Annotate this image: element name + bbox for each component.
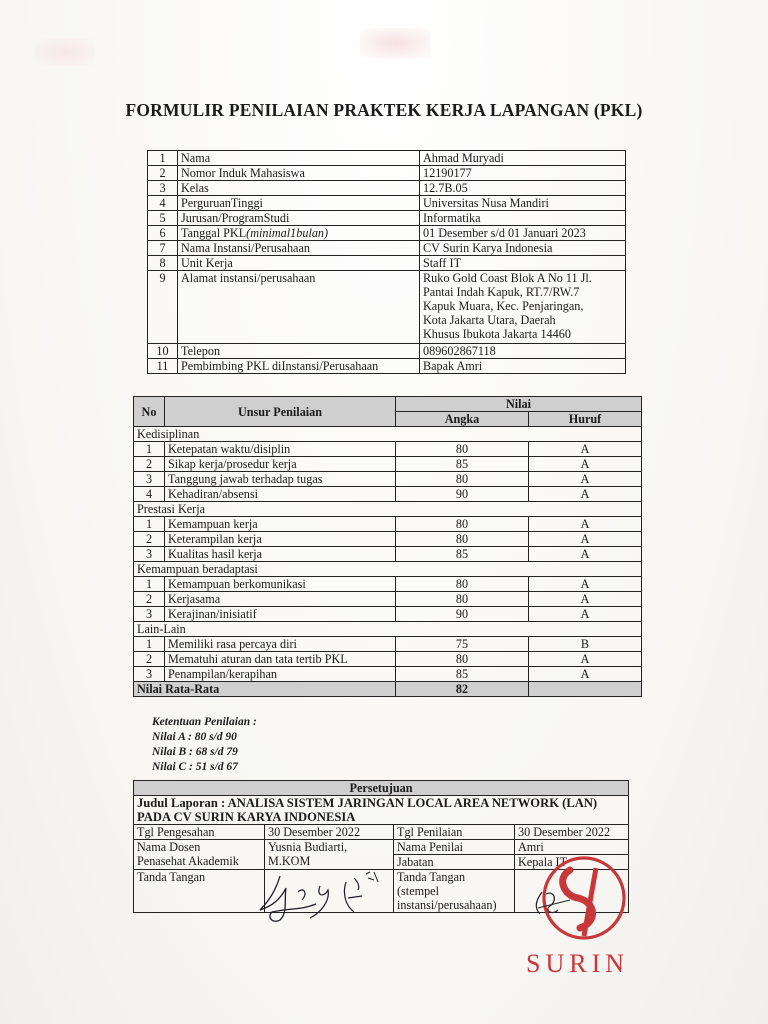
penilai-label: Nama Penilai [394, 840, 515, 855]
info-label [178, 241, 420, 256]
score-huruf: A [529, 652, 642, 667]
info-value-line: Kota Jakarta Utara, Daerah [423, 313, 556, 327]
score-huruf: A [529, 487, 642, 502]
info-row [148, 196, 626, 211]
score-huruf: A [529, 547, 642, 562]
score-label: Kerajinan/inisiatif [165, 607, 396, 622]
tgl-penilaian-label: Tgl Penilaian [394, 825, 515, 840]
average-row [134, 682, 642, 697]
student-info-table [147, 150, 626, 374]
ketentuan-title: Ketentuan Penilaian : [152, 716, 257, 728]
score-label: Memiliki rasa percaya diri [165, 637, 396, 652]
score-label: Kemampuan berkomunikasi [165, 577, 396, 592]
info-value: Bapak Amri [420, 359, 626, 374]
info-row [148, 359, 626, 374]
score-angka: 80 [396, 592, 529, 607]
score-huruf: A [529, 592, 642, 607]
info-no: 8 [148, 256, 178, 271]
info-no: 1 [148, 151, 178, 166]
info-value: 12.7B.05 [420, 181, 626, 196]
score-label: Kerjasama [165, 592, 396, 607]
paper-smudge [360, 28, 430, 58]
score-huruf: A [529, 517, 642, 532]
ketentuan-line: Nilai A : 80 s/d 90 [152, 731, 237, 743]
score-label: Penampilan/kerapihan [165, 667, 396, 682]
paper-smudge [35, 38, 95, 66]
score-row [134, 607, 642, 622]
score-label: Kualitas hasil kerja [165, 547, 396, 562]
ttd2-line: (stempel [397, 884, 439, 898]
score-label: Tanggung jawab terhadap tugas [165, 472, 396, 487]
info-value: 12190177 [420, 166, 626, 181]
info-label-text: Pembimbing PKL diInstansi/Perusahaan [181, 359, 379, 373]
score-row [134, 547, 642, 562]
info-row [148, 241, 626, 256]
score-angka: 80 [396, 652, 529, 667]
info-row [148, 166, 626, 181]
info-no: 4 [148, 196, 178, 211]
score-angka: 85 [396, 667, 529, 682]
info-row [148, 151, 626, 166]
score-no: 1 [134, 442, 165, 457]
score-row [134, 442, 642, 457]
score-no: 3 [134, 667, 165, 682]
score-row [134, 517, 642, 532]
info-label-text: PerguruanTinggi [181, 196, 263, 210]
score-no: 2 [134, 457, 165, 472]
info-row [148, 211, 626, 226]
info-value: Staff IT [420, 256, 626, 271]
info-label-text: Tanggal PKL [181, 226, 247, 240]
info-value-line: Kapuk Muara, Kec. Penjaringan, [423, 299, 584, 313]
report-title [134, 796, 629, 825]
score-angka: 85 [396, 547, 529, 562]
ttd2-line: instansi/perusahaan) [397, 898, 497, 912]
info-row [148, 344, 626, 359]
score-row [134, 457, 642, 472]
info-value: Ahmad Muryadi [420, 151, 626, 166]
info-value: Universitas Nusa Mandiri [420, 196, 626, 211]
ttd-label: Tanda Tangan [134, 870, 265, 913]
score-row [134, 652, 642, 667]
score-huruf: A [529, 457, 642, 472]
penilai-value: Amri [515, 840, 629, 855]
info-value: Informatika [420, 211, 626, 226]
group-row [134, 502, 642, 517]
score-table [133, 396, 642, 697]
group-name: Lain-Lain [134, 622, 642, 637]
info-no: 3 [148, 181, 178, 196]
score-no: 1 [134, 577, 165, 592]
page-title: FORMULIR PENILAIAN PRAKTEK KERJA LAPANGAN (PKL) [125, 100, 643, 120]
score-no: 1 [134, 637, 165, 652]
col-header-unsur: Unsur Penilaian [165, 397, 396, 427]
stamp-text: SURIN [526, 949, 630, 978]
score-label: Kemampuan kerja [165, 517, 396, 532]
score-no: 2 [134, 652, 165, 667]
info-label [178, 256, 420, 271]
average-huruf [529, 682, 642, 697]
score-angka: 75 [396, 637, 529, 652]
info-no: 7 [148, 241, 178, 256]
tgl-pengesahan-value: 30 Desember 2022 [265, 825, 394, 840]
score-row [134, 592, 642, 607]
report-title-line: PADA CV SURIN KARYA INDONESIA [137, 810, 356, 824]
ketentuan-line: Nilai B : 68 s/d 79 [152, 746, 238, 758]
score-no: 3 [134, 472, 165, 487]
dosen-label-line: Nama Dosen [137, 840, 201, 854]
group-row [134, 427, 642, 442]
info-no: 10 [148, 344, 178, 359]
info-label [178, 181, 420, 196]
score-row [134, 532, 642, 547]
tgl-pengesahan-label: Tgl Pengesahan [134, 825, 265, 840]
score-angka: 90 [396, 487, 529, 502]
info-row [148, 226, 626, 241]
score-angka: 85 [396, 457, 529, 472]
score-angka: 80 [396, 577, 529, 592]
score-label: Ketepatan waktu/disiplin [165, 442, 396, 457]
info-no: 5 [148, 211, 178, 226]
group-row [134, 562, 642, 577]
ttd2-label [394, 870, 515, 913]
dosen-value-line: M.KOM [268, 854, 311, 868]
dosen-label-line: Penasehat Akademik [137, 854, 239, 868]
info-value-line: Ruko Gold Coast Blok A No 11 Jl. [423, 271, 592, 285]
score-angka: 80 [396, 517, 529, 532]
ketentuan-line: Nilai C : 51 s/d 67 [152, 761, 238, 773]
info-label-text: Nama [181, 151, 211, 165]
info-value: 01 Desember s/d 01 Januari 2023 [420, 226, 626, 241]
info-label [178, 271, 420, 344]
jabatan-value: Kepala IT [515, 855, 629, 870]
info-label [178, 196, 420, 211]
score-no: 4 [134, 487, 165, 502]
info-value-line: Khusus Ibukota Jakarta 14460 [423, 327, 571, 341]
info-label-text: Nomor Induk Mahasiswa [181, 166, 305, 180]
score-no: 1 [134, 517, 165, 532]
info-value-line: Pantai Indah Kapuk, RT.7/RW.7 [423, 285, 580, 299]
info-label [178, 151, 420, 166]
info-no: 2 [148, 166, 178, 181]
info-no: 11 [148, 359, 178, 374]
dosen-label [134, 840, 265, 870]
average-value: 82 [396, 682, 529, 697]
score-label: Sikap kerja/prosedur kerja [165, 457, 396, 472]
info-label-text: Nama Instansi/Perusahaan [181, 241, 310, 255]
score-label: Kehadiran/absensi [165, 487, 396, 502]
group-name: Prestasi Kerja [134, 502, 642, 517]
score-no: 2 [134, 592, 165, 607]
info-label-text: Alamat instansi/perusahaan [181, 271, 316, 285]
info-label-text: Unit Kerja [181, 256, 233, 270]
handwritten-signature [250, 868, 390, 928]
info-label-text: Jurusan/ProgramStudi [181, 211, 290, 225]
info-label-text: Telepon [181, 344, 221, 358]
info-label [178, 166, 420, 181]
score-label: Mematuhi aturan dan tata tertib PKL [165, 652, 396, 667]
score-no: 3 [134, 547, 165, 562]
group-name: Kedisiplinan [134, 427, 642, 442]
score-huruf: A [529, 667, 642, 682]
info-label-text: Kelas [181, 181, 209, 195]
info-label [178, 344, 420, 359]
score-label: Keterampilan kerja [165, 532, 396, 547]
report-title-line: Judul Laporan : ANALISA SISTEM JARINGAN LOCAL AREA NETWORK (LAN) [137, 796, 598, 810]
dosen-value-line: Yusnia Budiarti, [268, 840, 348, 854]
info-label [178, 359, 420, 374]
score-huruf: A [529, 472, 642, 487]
score-huruf: A [529, 607, 642, 622]
company-stamp [512, 848, 642, 978]
dosen-value [265, 840, 394, 870]
info-row [148, 271, 626, 344]
col-header-angka: Angka [396, 412, 529, 427]
score-no: 2 [134, 532, 165, 547]
info-label [178, 211, 420, 226]
score-huruf: A [529, 442, 642, 457]
ttd2-line: Tanda Tangan [397, 870, 466, 884]
score-angka: 80 [396, 532, 529, 547]
score-row [134, 667, 642, 682]
col-header-huruf: Huruf [529, 412, 642, 427]
info-value: 089602867118 [420, 344, 626, 359]
group-name: Kemampuan beradaptasi [134, 562, 642, 577]
score-row [134, 472, 642, 487]
col-header-no: No [134, 397, 165, 427]
score-row [134, 487, 642, 502]
score-no: 3 [134, 607, 165, 622]
score-huruf: A [529, 532, 642, 547]
info-value [420, 271, 626, 344]
col-header-nilai: Nilai [396, 397, 642, 412]
info-label-note: (minimal1bulan) [246, 226, 329, 240]
score-row [134, 637, 642, 652]
info-row [148, 256, 626, 271]
score-angka: 90 [396, 607, 529, 622]
info-label [178, 226, 420, 241]
average-label: Nilai Rata-Rata [134, 682, 396, 697]
info-no: 9 [148, 271, 178, 344]
ketentuan-penilaian [152, 715, 257, 775]
tgl-penilaian-value: 30 Desember 2022 [515, 825, 629, 840]
info-row [148, 181, 626, 196]
jabatan-label: Jabatan [394, 855, 515, 870]
approval-heading: Persetujuan [134, 781, 629, 796]
info-no: 6 [148, 226, 178, 241]
score-row [134, 577, 642, 592]
score-huruf: A [529, 577, 642, 592]
group-row [134, 622, 642, 637]
score-angka: 80 [396, 442, 529, 457]
info-value: CV Surin Karya Indonesia [420, 241, 626, 256]
score-angka: 80 [396, 472, 529, 487]
score-huruf: B [529, 637, 642, 652]
